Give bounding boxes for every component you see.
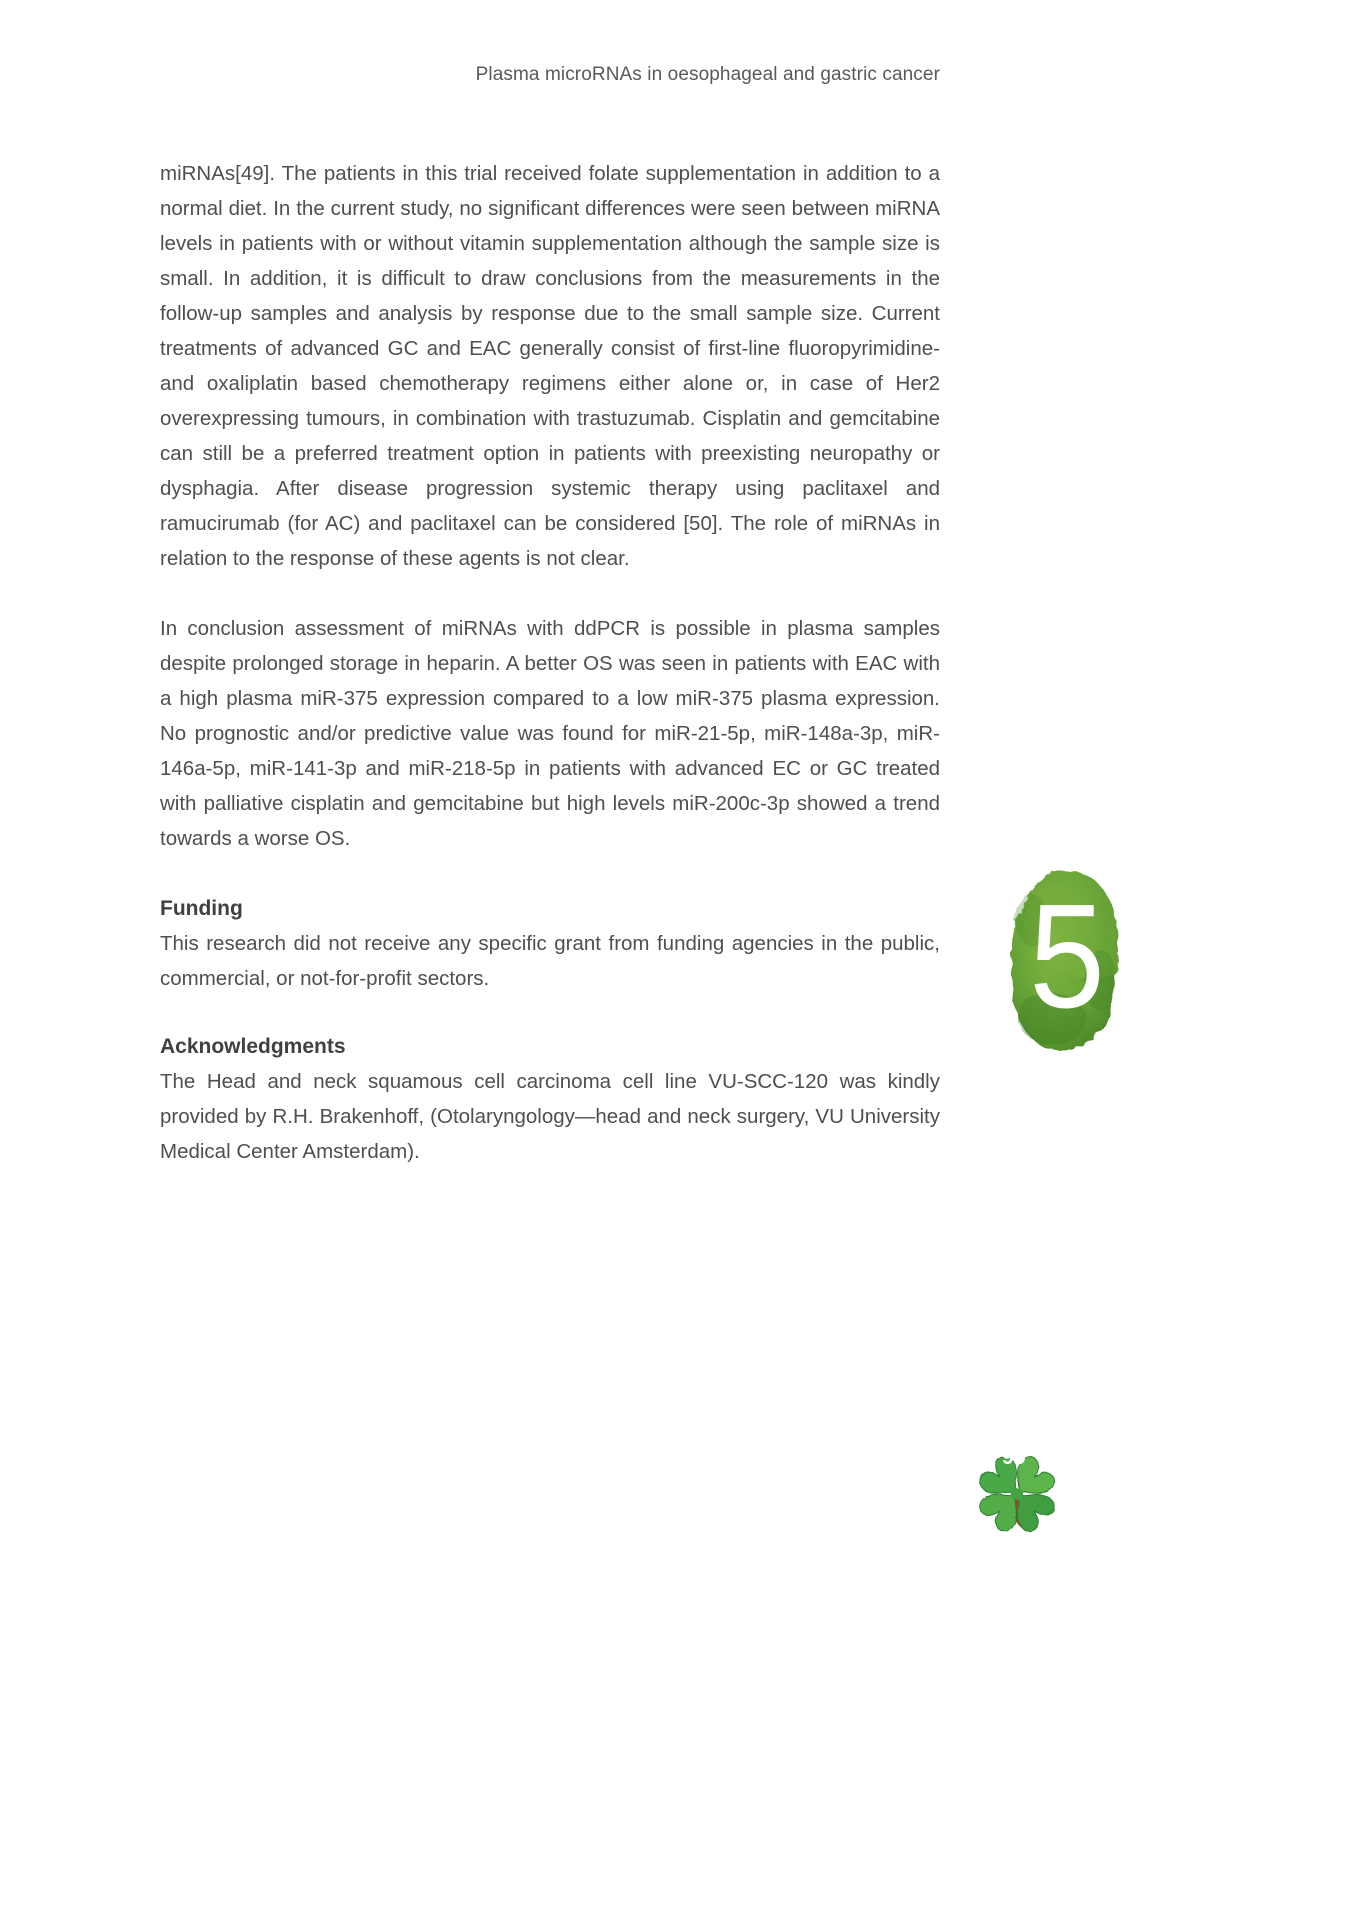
chapter-tab [1002,860,1132,1060]
page-content [160,156,940,1202]
acknowledgments-heading: Acknowledgments [160,1035,346,1058]
body-paragraph-1: miRNAs[49]. The patients in this trial received folate supplementation in addition to a normal diet. In the current study, no significant differences were seen between miRNA levels in patients with or without vitamin supplementation although the sample size is small. In addition, it is difficult to draw conclusions from the measurements in the follow-up samples and analysis by response due to the small sample size. Current treatments of advanced GC and EAC generally consist of first-line fluoropyrimidine- and oxaliplatin based chemotherapy regimens either alone or, in case of Her2 overexpressing tumours, in combination with trastuzumab. Cisplatin and gemcitabine can still be a preferred treatment option in patients with preexisting neuropathy or dysphagia. After disease progression systemic therapy using paclitaxel and ramucirumab (for AC) and paclitaxel can be considered [50]. The role of miRNAs in relation to the response of these agents is not clear. [160,162,940,570]
acknowledgments-text: The Head and neck squamous cell carcinoma cell line VU-SCC-120 was kindly provided by R.H. Brakenhoff, (Otolaryngology—head and neck surgery, VU University Medical Center Amsterdam). [160,1070,940,1163]
funding-heading: Funding [160,897,243,920]
page-number: 99 [1002,1446,1027,1469]
running-header: Plasma microRNAs in oesophageal and gastric cancer [475,64,940,85]
body-paragraph-2: In conclusion assessment of miRNAs with ddPCR is possible in plasma samples despite prolonged storage in heparin. A better OS was seen in patients with EAC with a high plasma miR-375 expression compared to a low miR-375 plasma expression. No prognostic and/or predictive value was found for miR-21-5p, miR-148a-3p, miR-146a-5p, miR-141-3p and miR-218-5p in patients with advanced EC or GC treated with palliative cisplatin and gemcitabine but high levels miR-200c-3p showed a trend towards a worse OS. [160,617,940,850]
page-number-badge [958,1436,1076,1558]
funding-text: This research did not receive any specific grant from funding agencies in the public, commercial, or not-for-profit sectors. [160,932,940,990]
chapter-number: 5 [1029,874,1105,1039]
